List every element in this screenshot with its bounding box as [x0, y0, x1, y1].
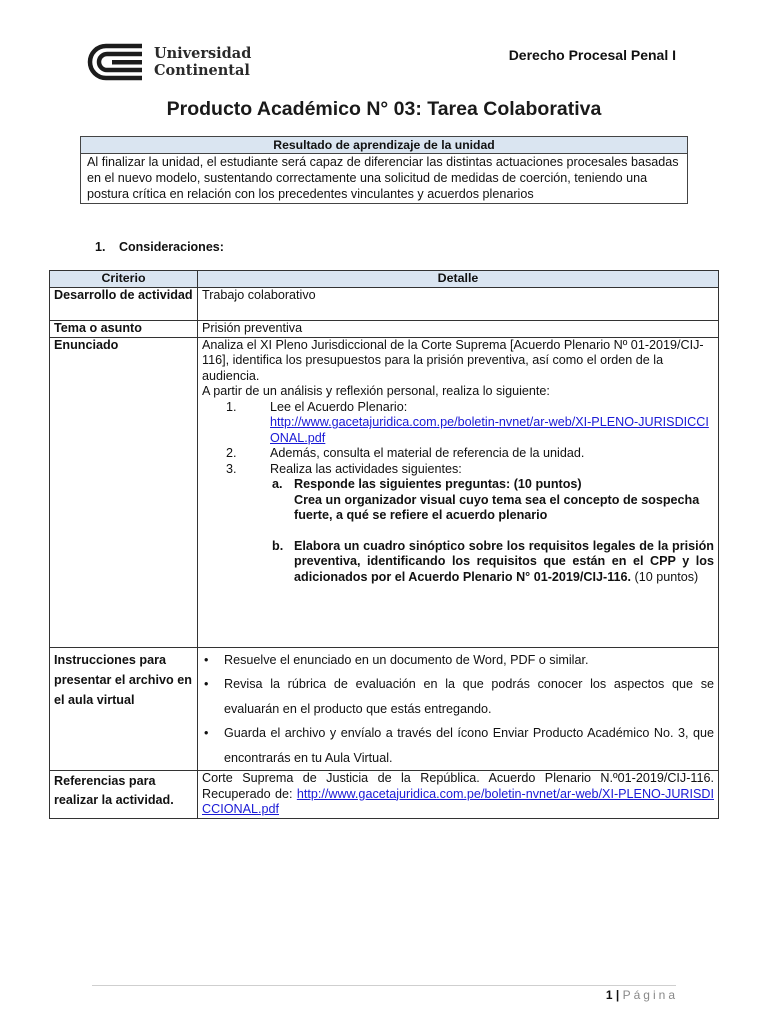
- logo-text-line1: Universidad: [154, 45, 252, 62]
- section-label: Consideraciones:: [119, 240, 224, 254]
- header-criterio: Criterio: [50, 271, 198, 288]
- learning-outcome-heading: Resultado de aprendizaje de la unidad: [81, 137, 687, 154]
- activity-a-text: Responde las siguientes preguntas: (10 puntos): [294, 477, 582, 491]
- logo-text-line2: Continental: [154, 62, 250, 79]
- considerations-table: [49, 270, 719, 819]
- footer-divider: [92, 985, 676, 986]
- enunciado-intro: Analiza el XI Pleno Jurisdiccional de la Corte Suprema [Acuerdo Plenario Nº 01-2019/CIJ-116], identifica los presupuestos para la prisión preventiva, así como el orden de la audiencia.: [202, 337, 704, 383]
- activity-b-label: b.: [272, 538, 284, 553]
- section-number: 1.: [95, 240, 106, 254]
- detalle-enunciado: [198, 337, 719, 647]
- list-item: [202, 648, 714, 673]
- table-row: [50, 288, 719, 321]
- item-text: Además, consulta el material de referencia de la unidad.: [270, 446, 585, 460]
- detalle-instrucciones: [198, 647, 719, 771]
- criterio-tema: Tema o asunto: [50, 321, 198, 338]
- page-footer: [606, 988, 678, 1002]
- activity-a-sub: Crea un organizador visual cuyo tema sea el concepto de sospecha fuerte, a qué se refiere el acuerdo plenario: [294, 492, 700, 522]
- table-row: [50, 647, 719, 771]
- logo-mark-icon: [86, 42, 144, 82]
- criterio-referencias: Referencias para realizar la actividad.: [50, 771, 198, 819]
- activity-a-label: a.: [272, 477, 283, 491]
- bullet-text: Revisa la rúbrica de evaluación en la que podrás conocer los aspectos que se evaluarán en el producto que estás entregando.: [224, 677, 714, 716]
- item-text: Realiza las actividades siguientes:: [270, 461, 462, 476]
- header-detalle: Detalle: [198, 271, 719, 288]
- learning-outcome-box: [80, 136, 688, 204]
- item-number: 2.: [226, 446, 237, 460]
- activity-b-points: (10 puntos): [634, 569, 699, 584]
- detalle-tema: Prisión preventiva: [198, 321, 719, 338]
- bullet-text: Resuelve el enunciado en un documento de Word, PDF o similar.: [224, 652, 589, 667]
- detalle-referencias: [198, 771, 719, 819]
- table-row: [50, 321, 719, 338]
- table-row: [50, 337, 719, 647]
- list-item: [202, 721, 714, 770]
- section-heading: [95, 240, 224, 254]
- page-word: Página: [622, 988, 678, 1002]
- course-name: Derecho Procesal Penal I: [508, 47, 676, 63]
- enunciado-intro2: A partir de un análisis y reflexión personal, realiza lo siguiente:: [202, 384, 550, 398]
- item-number: 3.: [226, 461, 237, 476]
- item-number: 1.: [226, 399, 237, 414]
- detalle-desarrollo: Trabajo colaborativo: [198, 288, 719, 321]
- bullet-icon: •: [204, 726, 209, 740]
- document-title: Producto Académico N° 03: Tarea Colaborativa: [166, 98, 602, 120]
- acuerdo-plenario-link[interactable]: http://www.gacetajuridica.com.pe/boletin-nvnet/ar-web/XI-PLENO-JURISDICCIONAL.pdf: [270, 415, 709, 445]
- page-number: 1: [605, 988, 613, 1002]
- criterio-desarrollo: Desarrollo de actividad: [50, 288, 198, 321]
- reference-text: Corte Suprema de Justicia de la República. Acuerdo Plenario N.º01-2019/CIJ-116. Recuperado de:: [202, 771, 714, 801]
- activity-b: [202, 539, 714, 586]
- bullet-icon: •: [204, 677, 209, 691]
- activity-b-text: Elabora un cuadro sinóptico sobre los requisitos legales de la prisión preventiva, identificando los requisitos que están en el CPP y los adicionados por el Acuerdo Plenario N° 01-2019/CIJ-116.: [294, 538, 714, 584]
- footer-separator: |: [615, 988, 620, 1002]
- bullet-icon: •: [204, 652, 209, 667]
- list-item: [202, 400, 714, 447]
- table-row: [50, 771, 719, 819]
- list-item: [202, 462, 714, 478]
- item-text: Lee el Acuerdo Plenario:: [270, 399, 408, 414]
- activity-a: [202, 477, 714, 524]
- reference-link[interactable]: http://www.gacetajuridica.com.pe/boletin-nvnet/ar-web/XI-PLENO-JURISDICCIONAL.pdf: [202, 786, 715, 816]
- learning-outcome-text: Al finalizar la unidad, el estudiante será capaz de diferenciar las distintas actuaciones procesales basadas en el nuevo modelo, sustentando correctamente una solicitud de medidas de coerción, teniendo una postura crítica en relación con los precedentes vinculantes y acuerdos plenarios: [87, 155, 679, 201]
- criterio-instrucciones: Instrucciones para presentar el archivo en el aula virtual: [50, 647, 198, 771]
- table-header-row: [50, 271, 719, 288]
- list-item: [202, 446, 714, 462]
- university-logo: [86, 42, 251, 82]
- criterio-enunciado: Enunciado: [50, 337, 198, 647]
- list-item: [202, 672, 714, 721]
- bullet-text: Guarda el archivo y envíalo a través del ícono Enviar Producto Académico No. 3, que encontrarás en tu Aula Virtual.: [224, 726, 714, 765]
